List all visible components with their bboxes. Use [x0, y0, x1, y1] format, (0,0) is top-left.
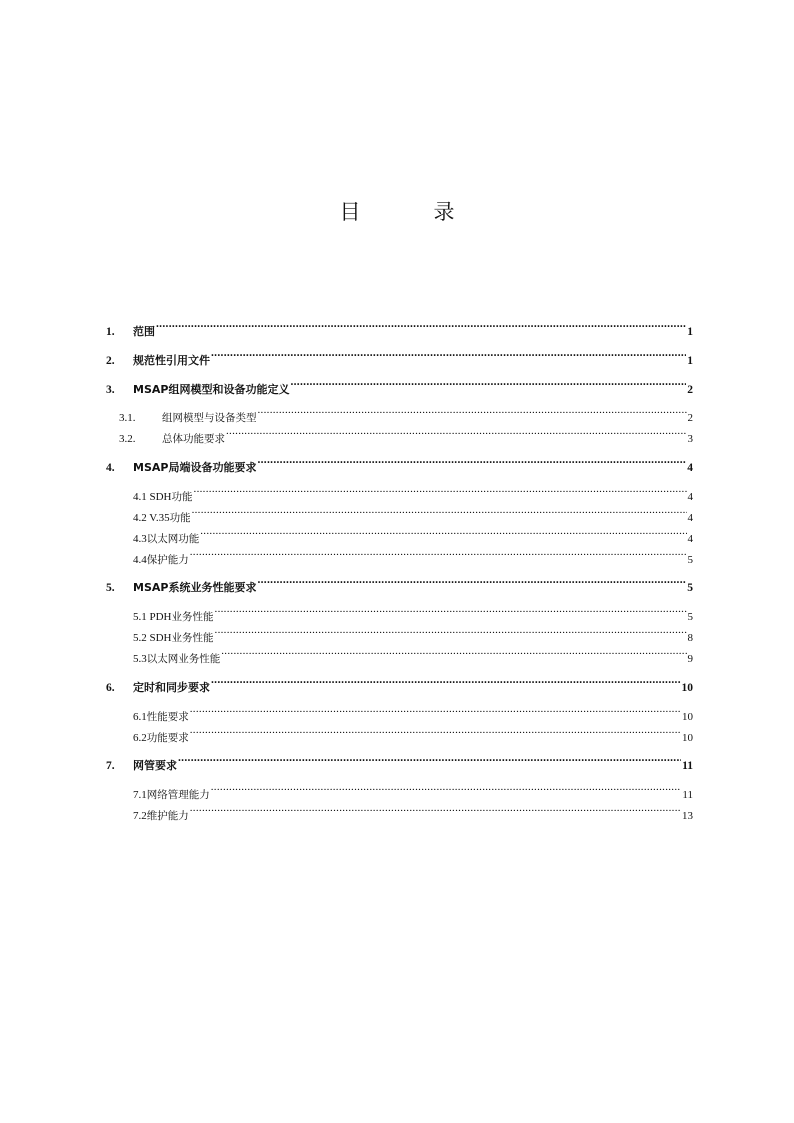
dot-leader	[221, 650, 686, 662]
toc-entry-5-1[interactable]	[133, 608, 693, 624]
toc-title: 保护能力	[146, 554, 189, 566]
toc-page-number: 4	[687, 462, 693, 474]
toc-title: 业务性能	[171, 632, 214, 644]
dot-leader	[211, 786, 682, 798]
toc-number: 5.2 SDH	[133, 632, 172, 644]
toc-title: 网络管理能力	[146, 789, 210, 801]
dot-leader	[215, 608, 687, 620]
toc-entry-4-2[interactable]	[133, 509, 693, 525]
toc-entry-6-1[interactable]	[133, 708, 693, 724]
toc-entry-4-1[interactable]	[133, 488, 693, 504]
toc-number: 5.3	[133, 653, 147, 665]
toc-title: 范围	[133, 325, 155, 338]
toc-number: 4.1 SDH	[133, 491, 172, 503]
toc-entry-3-2[interactable]	[119, 430, 693, 446]
toc-number: 4.	[106, 462, 115, 474]
toc-page-number: 2	[687, 384, 693, 396]
toc-number: 4.2 V.35	[133, 512, 170, 524]
toc-entry-6-2[interactable]	[133, 729, 693, 745]
dot-leader	[156, 323, 686, 335]
toc-title: MSAP局端设备功能要求	[133, 461, 257, 474]
dot-leader	[190, 551, 687, 563]
toc-title: 功能	[171, 491, 193, 503]
toc-page-number: 10	[681, 682, 693, 694]
toc-page-number: 4	[687, 533, 693, 545]
toc-entry-6[interactable]	[106, 679, 693, 695]
dot-leader	[192, 509, 687, 521]
toc-page-number: 3	[687, 433, 693, 445]
toc-number: 5.	[106, 582, 115, 594]
dot-leader	[190, 807, 681, 819]
toc-entry-2[interactable]	[106, 352, 693, 368]
toc-page-number: 4	[687, 491, 693, 503]
dot-leader	[200, 530, 686, 542]
toc-number: 7.	[106, 760, 115, 772]
toc-entry-4-4[interactable]	[133, 551, 693, 567]
toc-entry-7-1[interactable]	[133, 786, 693, 802]
toc-title: 性能要求	[146, 711, 189, 723]
toc-title: 网管要求	[133, 759, 177, 772]
toc-entry-5[interactable]	[106, 579, 693, 595]
toc-title: 定时和同步要求	[133, 681, 210, 694]
toc-title: 以太网业务性能	[146, 653, 221, 665]
toc-entry-4-3[interactable]	[133, 530, 693, 546]
dot-leader	[211, 679, 681, 691]
toc-page-number: 1	[687, 355, 693, 367]
page-title: 目 录	[339, 200, 481, 224]
dot-leader	[257, 459, 686, 471]
toc-entry-1[interactable]	[106, 323, 693, 339]
toc-number: 7.1	[133, 789, 147, 801]
toc-page-number: 10	[682, 711, 693, 723]
toc-title: 维护能力	[146, 810, 189, 822]
toc-number: 4.3	[133, 533, 147, 545]
dot-leader	[258, 409, 687, 421]
toc-number: 3.1.	[119, 412, 136, 424]
dot-leader	[290, 381, 686, 393]
toc-number: 1.	[106, 326, 115, 338]
toc-page-number: 9	[687, 653, 693, 665]
toc-number: 6.	[106, 682, 115, 694]
toc-page-number: 5	[687, 554, 693, 566]
toc-page-number: 1	[687, 326, 693, 338]
toc-number: 6.2	[133, 732, 147, 744]
toc-entry-5-3[interactable]	[133, 650, 693, 666]
toc-number: 5.1 PDH	[133, 611, 172, 623]
toc-title: 以太网功能	[146, 533, 200, 545]
toc-title: 功能要求	[146, 732, 189, 744]
dot-leader	[257, 579, 686, 591]
toc-page-number: 11	[682, 760, 693, 772]
toc-entry-4[interactable]	[106, 459, 693, 475]
toc-title: 业务性能	[171, 611, 214, 623]
toc-title: MSAP组网模型和设备功能定义	[133, 383, 290, 396]
toc-title: 规范性引用文件	[133, 354, 210, 367]
dot-leader	[178, 757, 681, 769]
toc-page-number: 11	[682, 789, 693, 801]
dot-leader	[226, 430, 687, 442]
toc-entry-5-2[interactable]	[133, 629, 693, 645]
dot-leader	[190, 708, 681, 720]
toc-page-number: 2	[687, 412, 693, 424]
toc-page-number: 5	[687, 611, 693, 623]
toc-entry-3-1[interactable]	[119, 409, 693, 425]
toc-number: 4.4	[133, 554, 147, 566]
toc-page-number: 4	[687, 512, 693, 524]
dot-leader	[215, 629, 687, 641]
toc-page-number: 5	[687, 582, 693, 594]
toc-page-number: 13	[682, 810, 693, 822]
toc-number: 6.1	[133, 711, 147, 723]
toc-entry-7[interactable]	[106, 757, 693, 773]
toc-title: 总体功能要求	[162, 433, 225, 445]
dot-leader	[211, 352, 686, 364]
toc-title: 组网模型与设备类型	[162, 412, 257, 424]
dot-leader	[190, 729, 681, 741]
dot-leader	[194, 488, 687, 500]
toc-title: MSAP系统业务性能要求	[133, 581, 257, 594]
toc-number: 2.	[106, 355, 115, 367]
toc-title: 功能	[169, 512, 191, 524]
toc-page-number: 8	[687, 632, 693, 644]
toc-entry-3[interactable]	[106, 381, 693, 397]
toc-page-number: 10	[682, 732, 693, 744]
toc-number: 7.2	[133, 810, 147, 822]
toc-number: 3.2.	[119, 433, 136, 445]
toc-entry-7-2[interactable]	[133, 807, 693, 823]
toc-number: 3.	[106, 384, 115, 396]
